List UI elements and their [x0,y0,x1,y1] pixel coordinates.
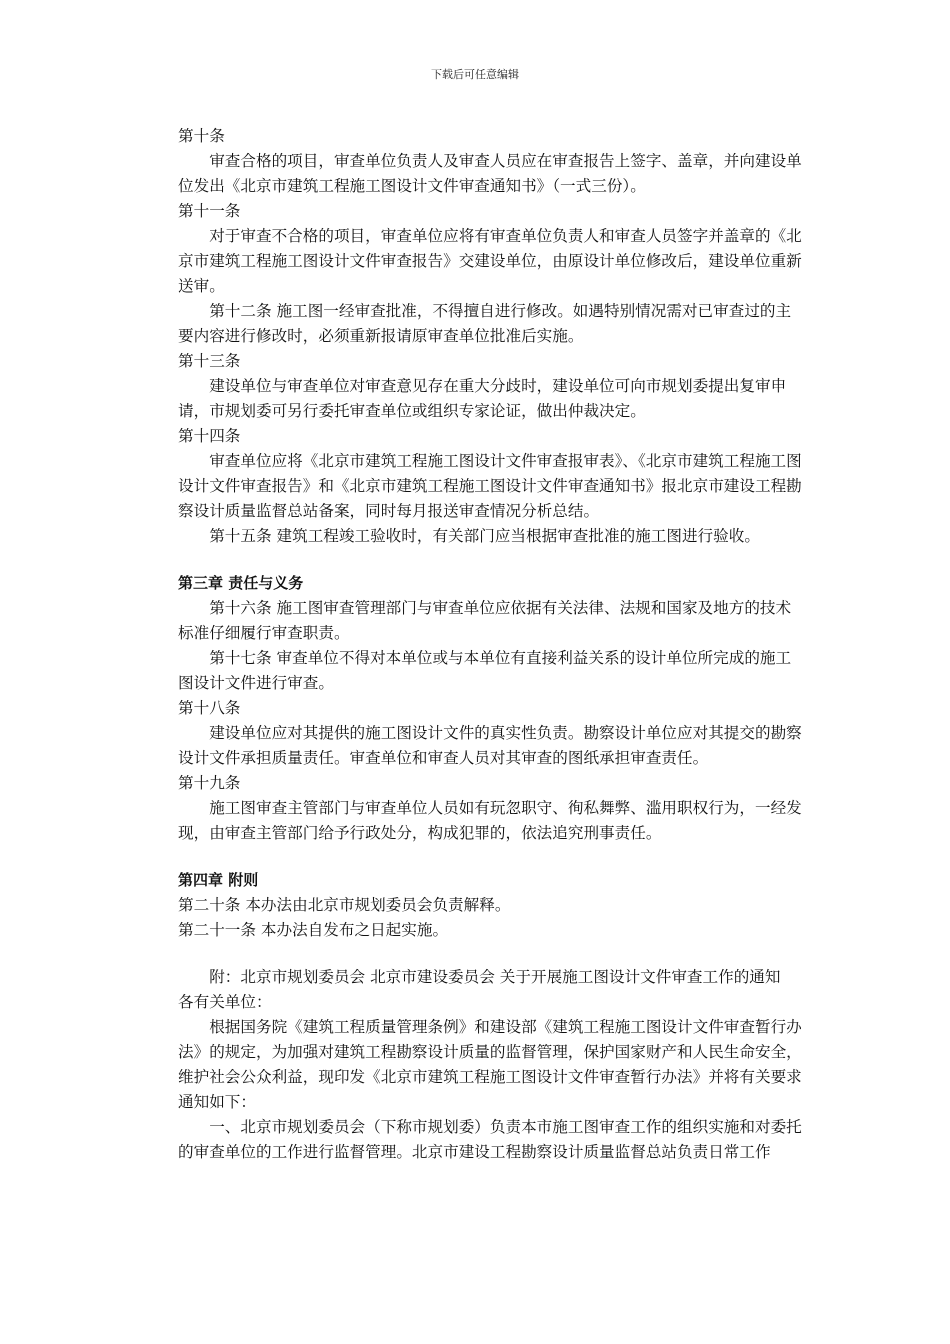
paragraph: 第十二条 施工图一经审查批准，不得擅自进行修改。如遇特别情况需对已审查过的主要内容进行修改时，必须重新报请原审查单位批准后实施。 [178,302,792,345]
article-heading: 第二十条 本办法由北京市规划委员会负责解释。 [178,896,511,914]
paragraph: 审查合格的项目，审查单位负责人及审查人员应在审查报告上签字、盖章，并向建设单位发出《北京市建筑工程施工图设计文件审查通知书》（一式三份）。 [178,152,802,195]
article-heading: 第十三条 [178,352,241,370]
paragraph: 一、北京市规划委员会（下称市规划委）负责本市施工图审查工作的组织实施和对委托的审查单位的工作进行监督管理。北京市建设工程勘察设计质量监督总站负责日常工作 [178,1118,802,1161]
article-heading: 第二十一条 本办法自发布之日起实施。 [178,921,449,939]
page-header-note: 下载后可任意编辑 [431,68,519,81]
paragraph: 施工图审查主管部门与审查单位人员如有玩忽职守、徇私舞弊、滥用职权行为，一经发现，由审查主管部门给予行政处分，构成犯罪的，依法追究刑事责任。 [178,799,802,842]
article-heading: 第十一条 [178,202,241,220]
section-gap [178,846,806,868]
section-gap [178,549,806,571]
paragraph: 建设单位应对其提供的施工图设计文件的真实性负责。勘察设计单位应对其提交的勘察设计文件承担质量责任。审查单位和审查人员对其审查的图纸承担审查责任。 [178,724,802,767]
chapter-heading: 第四章 附则 [178,871,259,889]
article-heading: 第十九条 [178,774,241,792]
paragraph: 审查单位应将《北京市建筑工程施工图设计文件审查报审表》、《北京市建筑工程施工图设计文件审查报告》和《北京市建筑工程施工图设计文件审查通知书》报北京市建设工程勘察设计质量监督总站备案，同时每月报送审查情况分析总结。 [178,452,802,520]
paragraph: 根据国务院《建筑工程质量管理条例》和建设部《建筑工程施工图设计文件审查暂行办法》的规定，为加强对建筑工程勘察设计质量的监督管理，保护国家财产和人民生命安全，维护社会公众利益，现印发《北京市建筑工程施工图设计文件审查暂行办法》并将有关要求通知如下： [178,1018,802,1111]
chapter-heading: 第三章 责任与义务 [178,574,304,592]
paragraph: 附：北京市规划委员会 北京市建设委员会 关于开展施工图设计文件审查工作的通知 [209,968,781,986]
document-body [178,124,806,1165]
article-heading: 第十四条 [178,427,241,445]
paragraph: 第十六条 施工图审查管理部门与审查单位应依据有关法律、法规和国家及地方的技术标准仔细履行审查职责。 [178,599,792,642]
salutation: 各有关单位： [178,993,272,1011]
paragraph: 第十五条 建筑工程竣工验收时，有关部门应当根据审查批准的施工图进行验收。 [209,527,760,545]
paragraph: 对于审查不合格的项目，审查单位应将有审查单位负责人和审查人员签字并盖章的《北京市建筑工程施工图设计文件审查报告》交建设单位，由原设计单位修改后，建设单位重新送审。 [178,227,802,295]
article-heading: 第十条 [178,127,225,145]
paragraph: 第十七条 审查单位不得对本单位或与本单位有直接利益关系的设计单位所完成的施工图设计文件进行审查。 [178,649,792,692]
article-heading: 第十八条 [178,699,241,717]
paragraph: 建设单位与审查单位对审查意见存在重大分歧时，建设单位可向市规划委提出复审申请，市规划委可另行委托审查单位或组织专家论证，做出仲裁决定。 [178,377,787,420]
section-gap [178,943,806,965]
